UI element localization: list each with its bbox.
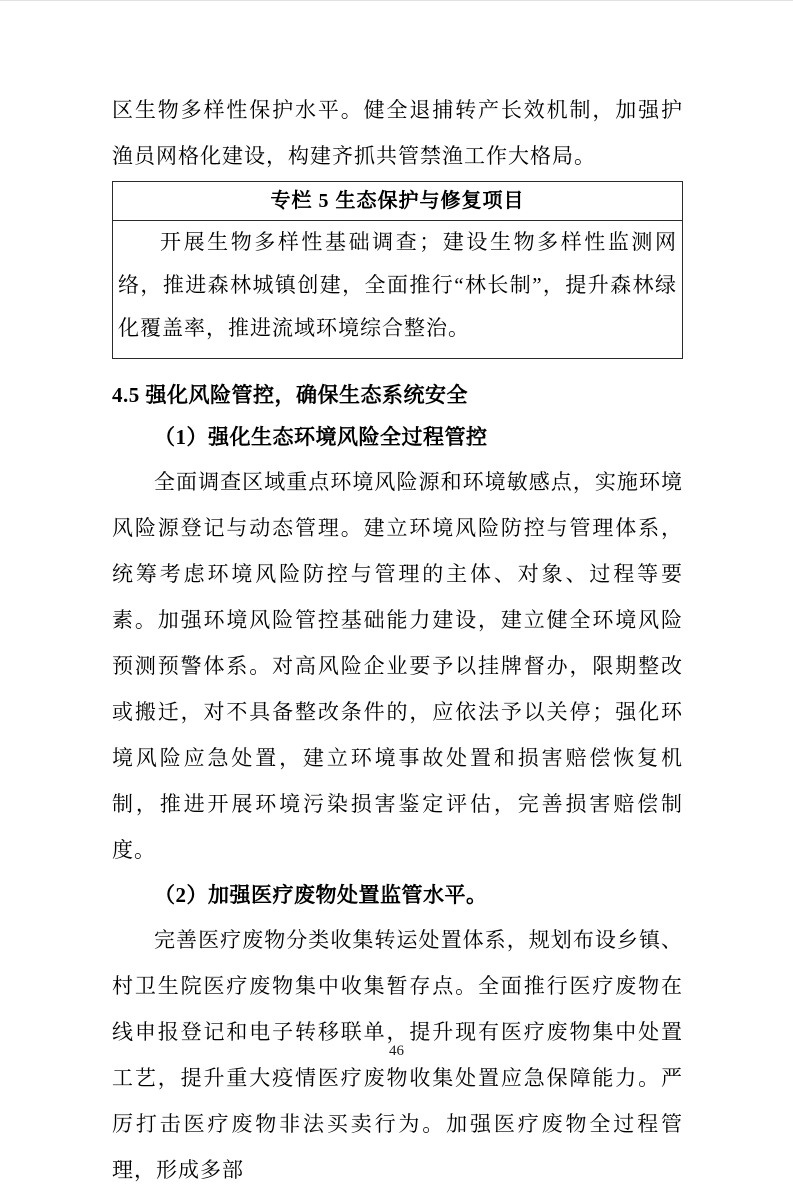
- subsection-2-heading: （2）加强医疗废物处置监管水平。: [154, 883, 488, 907]
- callout-box: [112, 181, 683, 359]
- callout-box-title: 专栏 5 生态保护与修复项目: [113, 182, 682, 221]
- callout-box-paragraph: 开展生物多样性基础调查；建设生物多样性监测网络，推进森林城镇创建，全面推行“林长制”，提升森林绿化覆盖率，推进流域环境综合整治。: [118, 230, 677, 340]
- subsection-2-paragraph: 完善医疗废物分类收集转运处置体系，规划布设乡镇、村卫生院医疗废物集中收集暂存点。全面推行医疗废物在线申报登记和电子转移联单，提升现有医疗废物集中处置工艺，提升重大疫情医疗废物收集处置应急保障能力。严厉打击医疗废物非法买卖行为。加强医疗废物全过程管理，形成多部: [112, 928, 683, 1182]
- subsection-1-heading: （1）强化生态环境风险全过程管控: [154, 425, 488, 449]
- paragraph-continuation: 区生物多样性保护水平。健全退捕转产长效机制，加强护渔员网格化建设，构建齐抓共管禁渔工作大格局。: [112, 98, 683, 168]
- document-content: [112, 87, 683, 1193]
- subsection-1-paragraph: 全面调查区域重点环境风险源和环境敏感点，实施环境风险源登记与动态管理。建立环境风险防控与管理体系，统筹考虑环境风险防控与管理的主体、对象、过程等要素。加强环境风险管控基础能力建设，建立健全环境风险预测预警体系。对高风险企业要予以挂牌督办，限期整改或搬迁，对不具备整改条件的，应依法予以关停；强化环境风险应急处置，建立环境事故处置和损害赔偿恢复机制，推进开展环境污染损害鉴定评估，完善损害赔偿制度。: [112, 470, 683, 862]
- section-heading: 4.5 强化风险管控，确保生态系统安全: [112, 383, 468, 407]
- page-number: 46: [389, 1043, 404, 1059]
- callout-box-body: [113, 221, 682, 358]
